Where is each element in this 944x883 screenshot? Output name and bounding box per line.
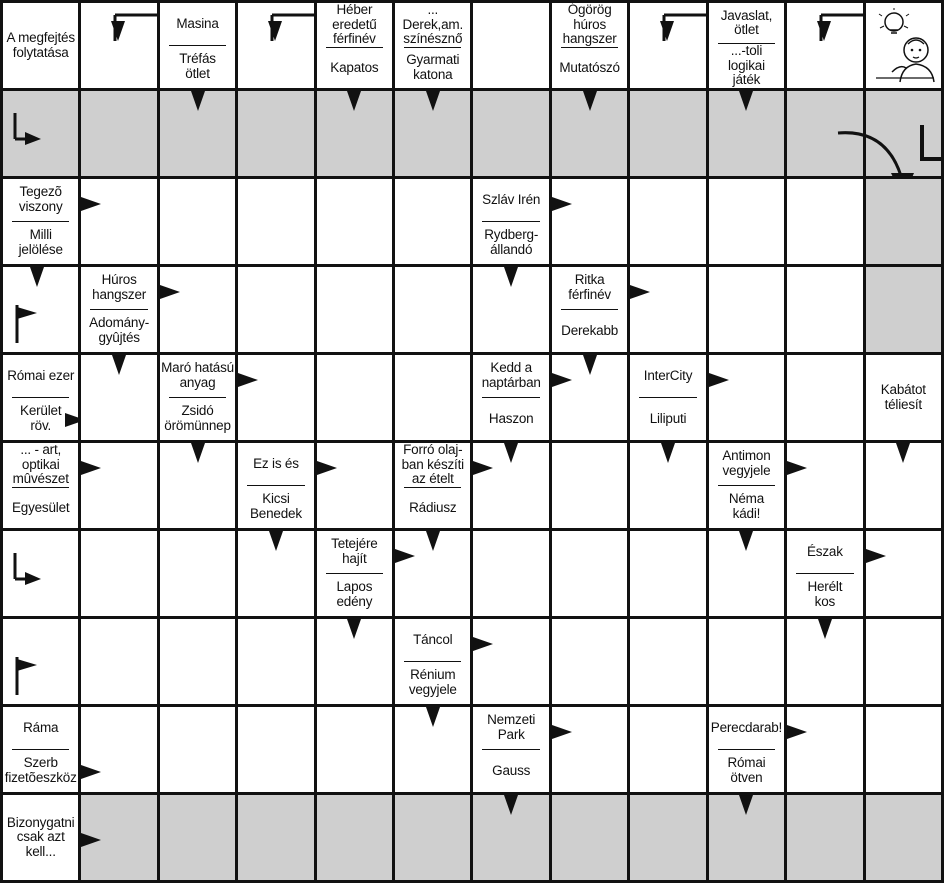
clue-text: Milli jelölése xyxy=(12,221,69,264)
grid-cell[interactable] xyxy=(238,179,313,264)
grid-cell[interactable] xyxy=(473,3,548,88)
clue-text: Tréfás ötlet xyxy=(169,45,226,88)
grid-cell[interactable] xyxy=(81,531,156,616)
down-arrow-icon xyxy=(191,91,205,111)
grid-cell[interactable] xyxy=(709,179,784,264)
clue-text: Római ezer xyxy=(7,367,75,383)
flag-arrow-icon xyxy=(13,305,43,345)
down-arrow-icon xyxy=(504,795,518,815)
bent-arrow-icon xyxy=(660,11,705,43)
clue-text: Ráma xyxy=(23,719,59,735)
grid-cell[interactable] xyxy=(866,795,941,880)
clue-cell xyxy=(787,531,862,616)
clue-cell xyxy=(866,355,941,440)
right-arrow-icon xyxy=(552,725,572,739)
grid-cell[interactable] xyxy=(160,531,235,616)
grid-cell[interactable] xyxy=(866,443,941,528)
right-arrow-icon xyxy=(81,833,101,847)
grid-cell[interactable] xyxy=(81,795,156,880)
clue-cell xyxy=(160,355,235,440)
clue-text: Kapatos xyxy=(326,47,383,88)
grid-cell[interactable] xyxy=(160,795,235,880)
clue-cell xyxy=(3,795,78,880)
clue-text: Ógörög húros hangszer xyxy=(562,3,617,47)
clue-text: Egyesület xyxy=(12,487,69,528)
grid-cell[interactable] xyxy=(630,179,705,264)
grid-cell[interactable] xyxy=(160,267,235,352)
right-arrow-icon xyxy=(473,461,493,475)
clue-text: Kerület röv. xyxy=(12,397,69,440)
grid-cell[interactable] xyxy=(395,91,470,176)
grid-cell[interactable] xyxy=(787,355,862,440)
grid-cell[interactable] xyxy=(552,443,627,528)
grid-cell[interactable] xyxy=(473,443,548,528)
grid-cell[interactable] xyxy=(160,91,235,176)
clue-text: Nemzeti Park xyxy=(487,712,536,742)
clue-text: Néma kádi! xyxy=(718,485,775,528)
bent-arrow-icon xyxy=(11,551,47,585)
clue-text: Mutatószó xyxy=(561,47,618,88)
grid-cell[interactable] xyxy=(317,355,392,440)
clue-text: Bizonygatni csak azt kell... xyxy=(6,814,75,859)
right-arrow-icon xyxy=(866,549,886,563)
grid-cell[interactable] xyxy=(395,355,470,440)
grid-cell[interactable] xyxy=(3,267,78,352)
right-arrow-icon xyxy=(81,765,101,779)
grid-cell[interactable] xyxy=(3,531,78,616)
clue-text: Ez is és xyxy=(253,455,299,471)
clue-cell xyxy=(3,707,78,792)
grid-cell[interactable] xyxy=(395,179,470,264)
grid-cell[interactable] xyxy=(787,795,862,880)
clue-text: Rádiusz xyxy=(404,487,461,528)
grid-cell[interactable] xyxy=(866,619,941,704)
clue-text: Liliputi xyxy=(639,397,696,440)
grid-cell[interactable] xyxy=(552,179,627,264)
grid-cell[interactable] xyxy=(238,267,313,352)
right-arrow-icon xyxy=(630,285,650,299)
grid-cell[interactable] xyxy=(552,91,627,176)
clue-text: Észak xyxy=(806,543,843,559)
grid-cell[interactable] xyxy=(317,91,392,176)
clue-cell xyxy=(709,443,784,528)
clue-cell xyxy=(317,3,392,88)
right-arrow-icon xyxy=(787,461,807,475)
grid-cell[interactable] xyxy=(81,179,156,264)
clue-text: Héber eredetű férfinév xyxy=(332,3,377,47)
clue-text: Gyarmati katona xyxy=(404,47,461,88)
down-arrow-icon xyxy=(426,91,440,111)
down-arrow-icon xyxy=(191,443,205,463)
clue-text: Herélt kos xyxy=(796,573,853,616)
grid-cell[interactable] xyxy=(238,91,313,176)
right-arrow-icon xyxy=(81,197,101,211)
grid-cell[interactable] xyxy=(866,707,941,792)
grid-cell[interactable] xyxy=(238,355,313,440)
clue-text: Szerb fizetõeszköz xyxy=(12,749,69,792)
grid-cell[interactable] xyxy=(630,267,705,352)
right-arrow-icon xyxy=(238,373,258,387)
grid-cell[interactable] xyxy=(238,531,313,616)
clue-text: Római ötven xyxy=(718,749,775,792)
grid-cell[interactable] xyxy=(238,795,313,880)
clue-cell xyxy=(473,355,548,440)
grid-cell[interactable] xyxy=(866,267,941,352)
grid-cell[interactable] xyxy=(866,531,941,616)
flag-arrow-icon xyxy=(13,657,43,697)
grid-cell[interactable] xyxy=(787,179,862,264)
grid-cell[interactable] xyxy=(787,619,862,704)
down-arrow-icon xyxy=(583,355,597,375)
clue-text: Lapos edény xyxy=(326,573,383,616)
right-arrow-icon xyxy=(473,637,493,651)
bent-arrow-icon xyxy=(11,111,47,145)
grid-cell[interactable] xyxy=(709,531,784,616)
clue-text: Tetejére hajít xyxy=(331,536,378,566)
grid-cell[interactable] xyxy=(787,443,862,528)
clue-text: Antimon vegyjele xyxy=(722,448,771,478)
down-arrow-icon xyxy=(347,619,361,639)
clue-cell xyxy=(395,443,470,528)
clue-cell xyxy=(709,3,784,88)
grid-cell[interactable] xyxy=(866,91,941,176)
right-arrow-icon xyxy=(81,461,101,475)
grid-cell[interactable] xyxy=(81,355,156,440)
grid-cell[interactable] xyxy=(238,3,313,88)
clue-text: A megfejtés folytatása xyxy=(6,29,75,60)
clue-cell xyxy=(3,443,78,528)
right-arrow-icon xyxy=(395,549,415,563)
grid-cell[interactable] xyxy=(552,795,627,880)
down-arrow-icon xyxy=(661,443,675,463)
clue-text: Ritka férfinév xyxy=(568,272,611,302)
clue-text: Szláv Irén xyxy=(482,191,541,207)
grid-cell[interactable] xyxy=(630,443,705,528)
grid-cell[interactable] xyxy=(238,707,313,792)
clue-text: Táncol xyxy=(413,631,453,647)
grid-cell[interactable] xyxy=(317,179,392,264)
clue-text: Haszon xyxy=(482,397,539,440)
clue-cell xyxy=(317,531,392,616)
grid-cell[interactable] xyxy=(630,795,705,880)
clue-cell xyxy=(81,267,156,352)
grid-cell[interactable] xyxy=(81,619,156,704)
grid-cell[interactable] xyxy=(630,619,705,704)
grid-cell[interactable] xyxy=(552,531,627,616)
grid-cell[interactable] xyxy=(81,443,156,528)
grid-cell[interactable] xyxy=(709,91,784,176)
grid-cell[interactable] xyxy=(473,267,548,352)
clue-text: ... - art, optikai mûvészet xyxy=(12,443,69,487)
bent-arrow-icon xyxy=(268,11,313,43)
clue-text: Rénium vegyjele xyxy=(404,661,461,704)
down-arrow-icon xyxy=(112,355,126,375)
grid-cell[interactable] xyxy=(709,795,784,880)
down-arrow-icon xyxy=(818,619,832,639)
right-arrow-icon xyxy=(65,413,78,427)
grid-cell[interactable] xyxy=(3,91,78,176)
grid-cell[interactable] xyxy=(317,619,392,704)
thinking-person-icon xyxy=(866,3,941,88)
clue-text: Rydberg-állandó xyxy=(482,221,539,264)
right-arrow-icon xyxy=(552,373,572,387)
clue-text: Tegezõ viszony xyxy=(18,184,63,214)
clue-text: Adomány-gyûjtés xyxy=(90,309,147,352)
down-arrow-icon xyxy=(739,795,753,815)
grid-cell[interactable] xyxy=(160,707,235,792)
right-arrow-icon xyxy=(160,285,180,299)
grid-cell[interactable] xyxy=(160,443,235,528)
down-arrow-icon xyxy=(896,443,910,463)
grid-cell[interactable] xyxy=(395,531,470,616)
grid-cell[interactable] xyxy=(552,707,627,792)
right-arrow-icon xyxy=(787,725,807,739)
grid-cell[interactable] xyxy=(317,707,392,792)
clue-text: ... Derek,am. színésznő xyxy=(402,3,464,47)
grid-cell[interactable] xyxy=(787,3,862,88)
clue-text: Húros hangszer xyxy=(92,272,147,302)
grid-cell[interactable] xyxy=(473,619,548,704)
clue-text: Javaslat, ötlet xyxy=(720,7,773,38)
clue-text: Kicsi Benedek xyxy=(247,485,304,528)
grid-cell[interactable] xyxy=(630,707,705,792)
right-arrow-icon xyxy=(552,197,572,211)
grid-cell[interactable] xyxy=(787,707,862,792)
down-arrow-icon xyxy=(426,707,440,727)
grid-cell[interactable] xyxy=(473,531,548,616)
clue-cell xyxy=(473,707,548,792)
bent-arrow-icon xyxy=(817,11,862,43)
grid-cell[interactable] xyxy=(473,795,548,880)
grid-cell[interactable] xyxy=(395,267,470,352)
grid-cell[interactable] xyxy=(866,179,941,264)
grid-cell[interactable] xyxy=(238,619,313,704)
grid-cell[interactable] xyxy=(317,267,392,352)
clue-cell xyxy=(630,355,705,440)
grid-cell[interactable] xyxy=(395,795,470,880)
grid-cell[interactable] xyxy=(473,91,548,176)
clue-cell xyxy=(3,355,78,440)
clue-cell xyxy=(3,3,78,88)
grid-cell[interactable] xyxy=(160,179,235,264)
bent-arrow-icon xyxy=(111,11,156,43)
clue-cell xyxy=(160,3,235,88)
clue-text: Derekabb xyxy=(561,309,618,352)
clue-text: Kedd a naptárban xyxy=(481,360,541,390)
grid-cell[interactable] xyxy=(709,355,784,440)
clue-cell xyxy=(395,3,470,88)
grid-cell[interactable] xyxy=(395,707,470,792)
clue-text: InterCity xyxy=(643,367,693,383)
clue-cell xyxy=(552,3,627,88)
clue-cell xyxy=(238,443,313,528)
clue-cell xyxy=(3,179,78,264)
down-arrow-icon xyxy=(426,531,440,551)
grid-cell[interactable] xyxy=(630,3,705,88)
down-arrow-icon xyxy=(504,267,518,287)
grid-cell[interactable] xyxy=(317,795,392,880)
clue-cell xyxy=(473,179,548,264)
clue-text: Maró hatású anyag xyxy=(161,360,234,390)
clue-cell xyxy=(709,707,784,792)
down-arrow-icon xyxy=(30,267,44,287)
grid-cell[interactable] xyxy=(552,619,627,704)
clue-text: Masina xyxy=(176,15,219,31)
clue-text: Gauss xyxy=(482,749,539,792)
grid-cell[interactable] xyxy=(81,91,156,176)
grid-cell[interactable] xyxy=(81,3,156,88)
down-arrow-icon xyxy=(583,91,597,111)
grid-cell[interactable] xyxy=(3,619,78,704)
down-arrow-icon xyxy=(269,531,283,551)
clue-cell xyxy=(395,619,470,704)
grid-cell[interactable] xyxy=(630,531,705,616)
right-arrow-icon xyxy=(709,373,729,387)
down-arrow-icon xyxy=(504,443,518,463)
down-arrow-icon xyxy=(739,91,753,111)
clue-cell xyxy=(552,267,627,352)
clue-text: Perecdarab! xyxy=(710,719,783,735)
right-arrow-icon xyxy=(317,461,337,475)
grid-cell[interactable] xyxy=(160,619,235,704)
grid-cell[interactable] xyxy=(787,267,862,352)
grid-cell[interactable] xyxy=(709,619,784,704)
clue-text: Forró olaj-ban készíti az ételt xyxy=(401,443,464,487)
grid-cell[interactable] xyxy=(709,267,784,352)
clue-text: Zsidó örömünnep xyxy=(169,397,226,440)
down-arrow-icon xyxy=(347,91,361,111)
grid-cell[interactable] xyxy=(317,443,392,528)
grid-cell[interactable] xyxy=(81,707,156,792)
grid-cell[interactable] xyxy=(552,355,627,440)
clue-text: ...-toli logikai játék xyxy=(718,43,775,88)
clue-text: Kabátot téliesít xyxy=(880,381,926,412)
down-arrow-icon xyxy=(739,531,753,551)
grid-cell[interactable] xyxy=(630,91,705,176)
